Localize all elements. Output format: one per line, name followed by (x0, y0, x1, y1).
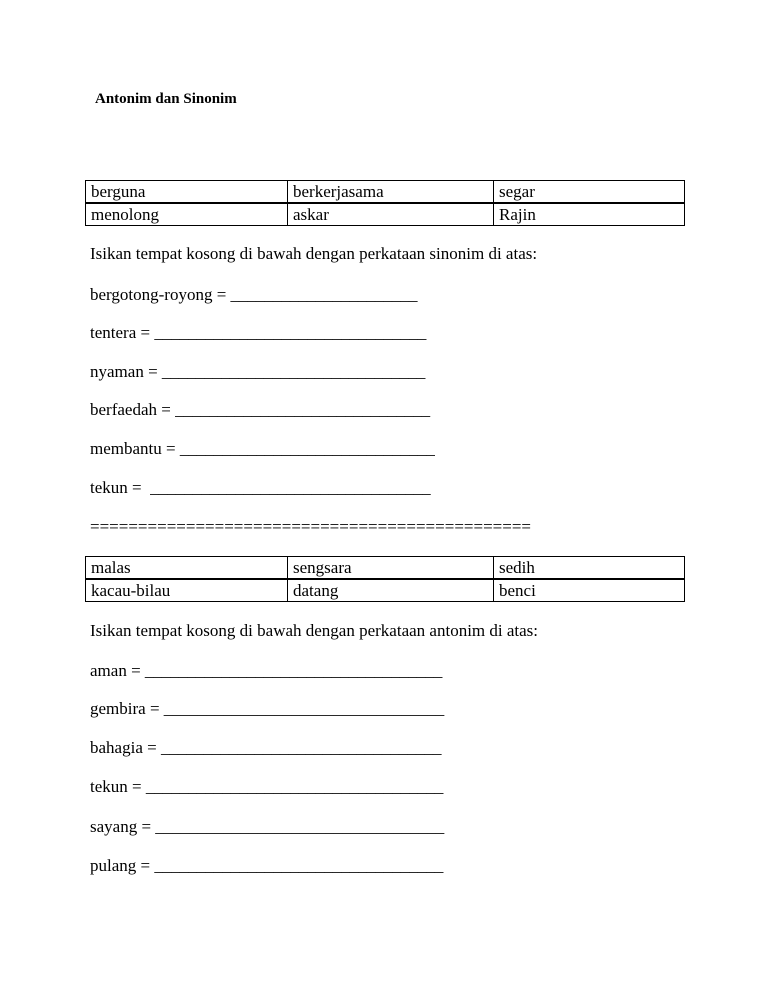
table-cell: menolong (86, 203, 288, 226)
table-row (86, 203, 685, 226)
antonym-question: bahagia = _________________________________ (90, 738, 442, 757)
table-cell: Rajin (494, 203, 685, 226)
antonym-question: gembira = _________________________________ (90, 699, 445, 718)
synonym-question: berfaedah = ______________________________ (90, 400, 431, 419)
synonym-question: tentera = ________________________________ (90, 323, 427, 342)
synonym-question: membantu = ______________________________ (90, 439, 435, 458)
antonym-question: tekun = ___________________________________ (90, 777, 444, 796)
document-title: Antonim dan Sinonim (95, 91, 237, 107)
table-cell: benci (494, 579, 685, 602)
table-row (86, 557, 685, 580)
table-cell: datang (288, 579, 494, 602)
synonym-question: nyaman = _______________________________ (90, 362, 426, 381)
section-separator: ============================================== (90, 517, 532, 536)
synonym-instruction: Isikan tempat kosong di bawah dengan perkataan sinonim di atas: (90, 244, 538, 263)
table-cell: askar (288, 203, 494, 226)
table-cell: kacau-bilau (86, 579, 288, 602)
synonym-question: bergotong-royong = ______________________ (90, 285, 418, 304)
table-cell: berkerjasama (288, 181, 494, 204)
synonym-word-table (85, 180, 685, 226)
antonym-question: sayang = __________________________________ (90, 817, 445, 836)
synonym-question: tekun = _________________________________ (90, 478, 431, 497)
table-cell: segar (494, 181, 685, 204)
table-cell: berguna (86, 181, 288, 204)
antonym-question: pulang = __________________________________ (90, 856, 444, 875)
table-row (86, 181, 685, 204)
table-cell: sedih (494, 557, 685, 580)
antonym-instruction: Isikan tempat kosong di bawah dengan perkataan antonim di atas: (90, 621, 539, 640)
antonym-question: aman = ___________________________________ (90, 661, 443, 680)
table-cell: malas (86, 557, 288, 580)
table-row (86, 579, 685, 602)
antonym-word-table (85, 556, 685, 602)
table-cell: sengsara (288, 557, 494, 580)
